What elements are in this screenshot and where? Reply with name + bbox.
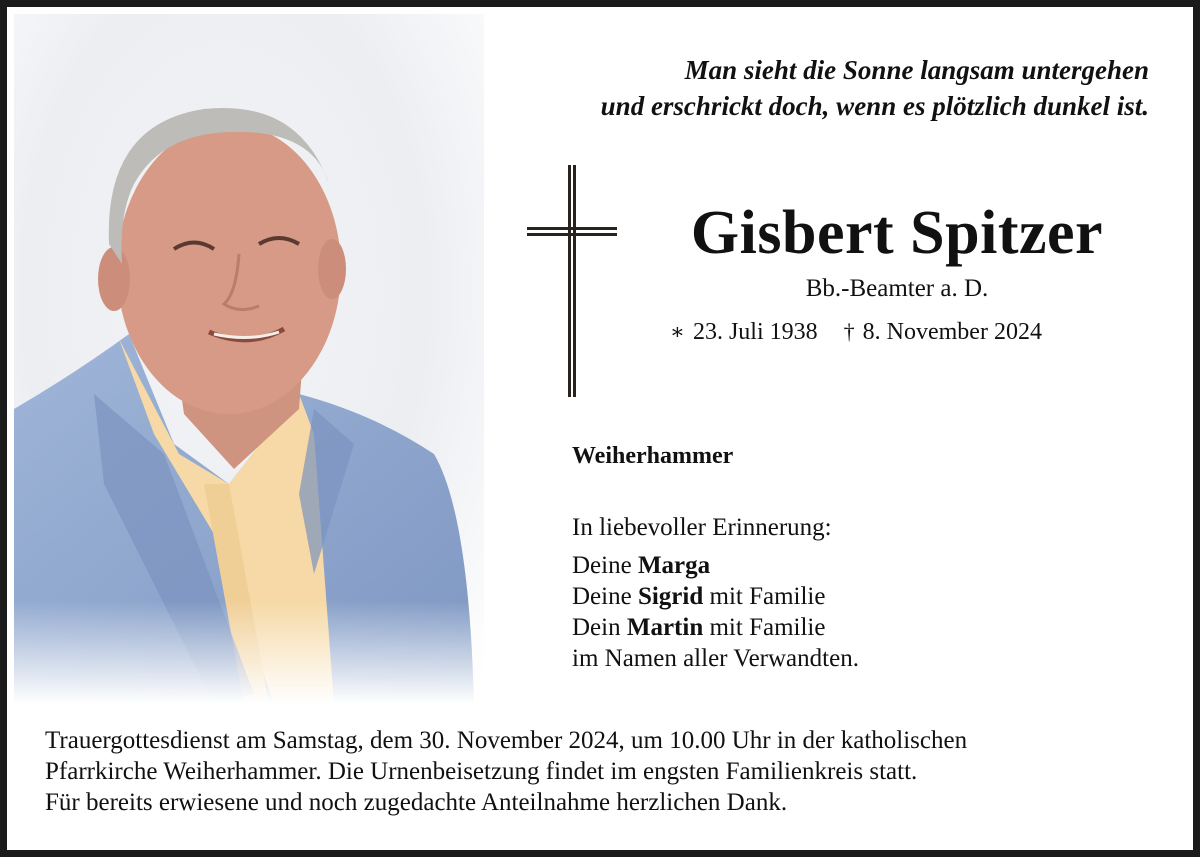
mourner-line: Deine Sigrid mit Familie	[572, 583, 826, 610]
portrait-photo	[14, 14, 484, 704]
mourner-line: Dein Martin mit Familie	[572, 614, 826, 641]
quote-line-1: Man sieht die Sonne langsam untergehen	[684, 55, 1149, 85]
life-dates	[670, 316, 1042, 348]
birth-date: 23. Juli 1938	[692, 319, 818, 345]
mourner-name: Sigrid	[637, 583, 704, 610]
deceased-name: Gisbert Spitzer	[690, 199, 1104, 267]
memorial-quote	[601, 52, 1149, 124]
quote-line-2: und erschrickt doch, wenn es plötzlich dunkel ist.	[600, 91, 1149, 121]
portrait-illustration	[14, 14, 484, 704]
mourner-name: Marga	[637, 552, 711, 579]
memory-intro: In liebevoller Erinnerung:	[572, 514, 832, 541]
footer-line-2: Pfarrkirche Weiherhammer. Die Urnenbeisetzung findet im engsten Familienkreis statt.	[45, 758, 918, 785]
footer-line-3: Für bereits erwiesene und noch zugedachte Anteilnahme herzlichen Dank.	[45, 789, 788, 816]
deceased-title: Bb.-Beamter a. D.	[805, 275, 989, 302]
place-name: Weiherhammer	[572, 443, 734, 469]
mourners-list	[572, 550, 859, 674]
service-notice	[45, 725, 967, 818]
cross-icon	[527, 165, 617, 402]
death-date: 8. November 2024	[862, 319, 1042, 345]
mourner-line: Deine Marga	[572, 552, 711, 579]
relatives-line: im Namen aller Verwandten.	[572, 645, 859, 672]
mourner-name: Martin	[626, 614, 704, 641]
birth-symbol: ∗	[670, 319, 685, 344]
death-symbol: †	[843, 319, 855, 344]
footer-line-1: Trauergottesdienst am Samstag, dem 30. November 2024, um 10.00 Uhr in der katholischen	[45, 727, 968, 754]
